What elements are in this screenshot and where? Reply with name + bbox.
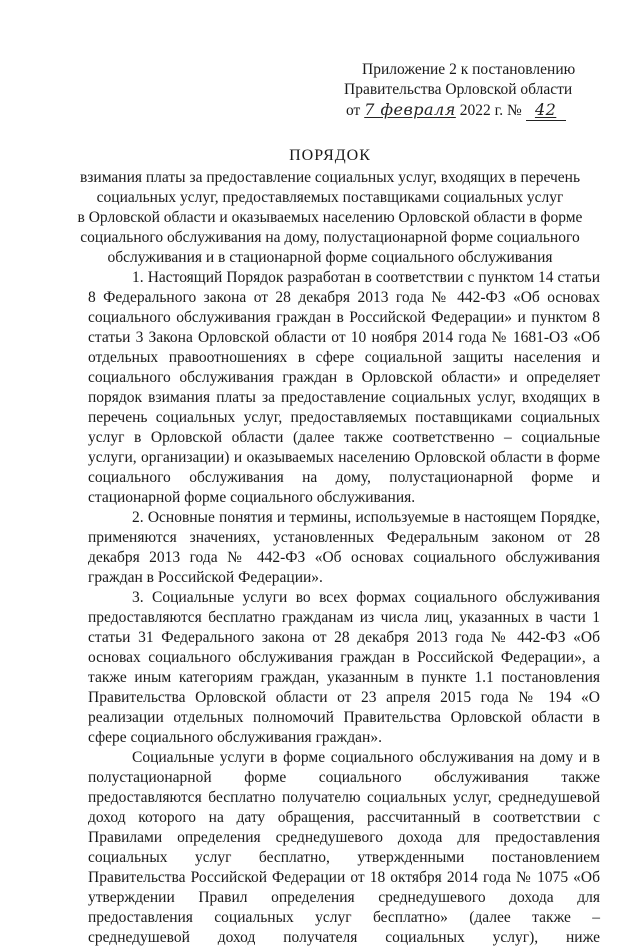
appendix-date-line [344,100,594,121]
document-title [70,146,590,268]
appendix-line-2: Правительства Орловской области [344,81,573,98]
paragraph-2: 2. Основные понятия и термины, используемые в настоящем Порядке, применяются значениях, установленных Федеральным законом от 28 декабря 2013 года № 442-ФЗ «Об основах социального обслуживания граждан в Российской Федерации». [88,509,600,586]
title-heading: ПОРЯДОК [289,147,371,164]
title-subline: взимания платы за предоставление социальных услуг, входящих в перечень [79,169,581,186]
paragraph-1: 1. Настоящий Порядок разработан в соответствии с пунктом 14 статьи 8 Федерального закона от 28 декабря 2013 года № 442-ФЗ «Об основах социального обслуживания граждан в Российской Федерации» и пунктом 8 статьи 3 Закона Орловской области от 10 ноября 2014 года № 1681-ОЗ «Об отдельных правоотношениях в сфере социальной защиты населения и социального обслуживания граждан в Орловской области» и определяет порядок взимания платы за предоставление социальных услуг, входящих в перечень социальных услуг, предоставляемых поставщиками социальных услуг в Орловской области (далее также соответственно – социальные услуги, организации) и оказываемых населению Орловской области в форме социального обслуживания на дому, полустационарной форме и стационарной форме социального обслуживания. [88,269,600,506]
title-subline: социального обслуживания на дому, полустационарной форме социального [80,229,580,246]
handwritten-number: 42 [526,100,566,121]
date-prefix: от [346,102,361,119]
appendix-header [344,60,594,121]
document-body [88,268,600,948]
appendix-line-1: Приложение 2 к постановлению [362,61,576,78]
date-year: 2022 г. № [459,102,522,119]
handwritten-date: 7 февраля [364,100,456,119]
title-subline: обслуживания и в стационарной форме социального обслуживания [107,249,553,266]
title-subline: в Орловской области и оказываемых населению Орловской области в форме [77,209,583,226]
paragraph-4: Социальные услуги в форме социального обслуживания на дому и в полустационарной форме социального обслуживания также предоставляются бесплатно получателю социальных услуг, среднедушевой доход которого на дату обращения, рассчитанный в соответствии с Правилами определения среднедушевого дохода для предоставления социальных услуг бесплатно, утвержденными постановлением Правительства Российской Федерации от 18 октября 2014 года № 1075 «Об утверждении Правил определения среднедушевого дохода для предоставления социальных услуг бесплатно» (далее также – среднедушевой доход получателя социальных услуг), ниже [88,749,600,946]
title-subline: социальных услуг, предоставляемых поставщиками социальных услуг [96,189,564,206]
paragraph-3: 3. Социальные услуги во всех формах социального обслуживания предоставляются бесплатно гражданам из числа лиц, указанных в части 1 статьи 31 Федерального закона от 28 декабря 2013 года № 442-ФЗ «Об основах социального обслуживания граждан в Российской Федерации», а также иным категориям граждан, указанным в пункте 1.1 постановления Правительства Орловской области от 23 апреля 2015 года № 194 «О реализации отдельных полномочий Правительства Орловской области в сфере социального обслуживания граждан». [88,589,600,746]
